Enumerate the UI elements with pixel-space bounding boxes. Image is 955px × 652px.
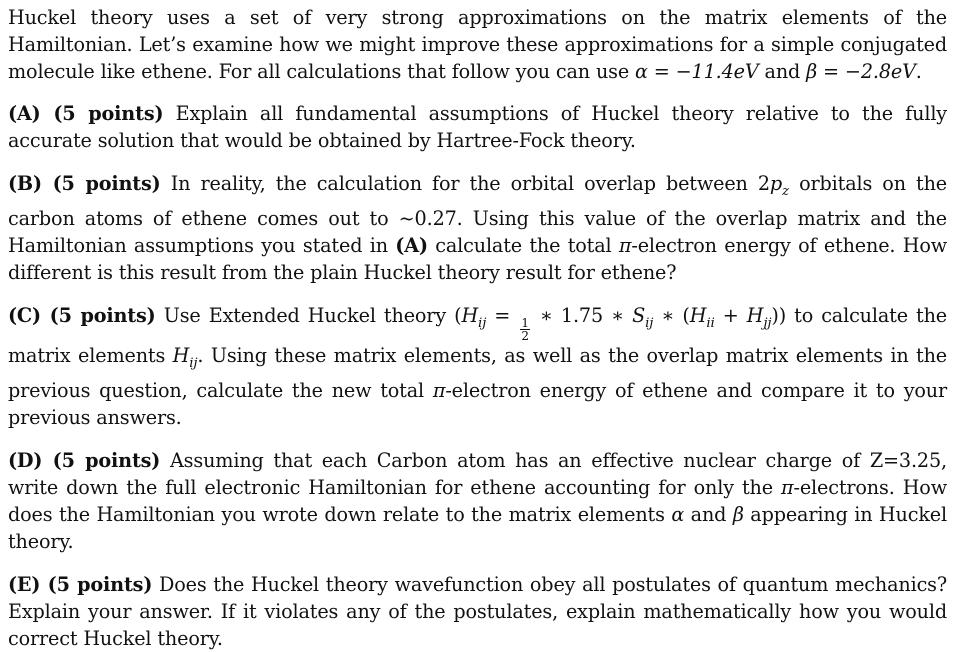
fraction-denominator: 2 [521,329,529,344]
question-b [8,170,947,286]
question-d-text-2: -electrons. How does the Hamiltonian you wrote down relate to the matrix elements [8,476,947,527]
pi-symbol: π [781,476,794,500]
question-d-and: and [684,503,733,527]
intro-paragraph [8,4,947,85]
question-c-text-4: )) to calculate the matrix elements [8,303,947,368]
question-e-text: Does the Huckel theory wavefunction obey all postulates of quantum mechanics? Explain your answer. If it violates any of the postulates, explain mathematically how you would correct Huckel theory. [8,573,947,651]
hij-symbol: H [172,344,190,368]
question-d-text-1: Assuming that each Carbon atom has an effective nuclear charge of Z=3.25, write down the full electronic Hamiltonian for ethene accounting for only the [8,449,947,500]
pi-symbol: π [618,233,632,257]
fraction-numerator: 1 [521,316,529,331]
intro-end: . [915,60,922,83]
s-symbol: S [632,303,646,327]
question-b-text-2: orbitals on the carbon atoms of ethene comes out to ∼0.27. Using this value of the overlap matrix and the Hamiltonian assumptions you stated in [8,172,947,257]
pz-subscript: z [782,183,789,199]
h-subscript: ij [478,315,487,331]
beta-value: β = −2.8eV [806,60,916,83]
question-b-ref: (A) [395,233,428,257]
question-b-text-4: -electron energy of ethene. How different is this result from the plain Huckel theory result for ethene? [8,233,947,284]
alpha-symbol: α [671,503,685,527]
equals-sign: = [486,303,519,327]
half-fraction [520,317,530,342]
hii-symbol: H [689,303,707,327]
beta-symbol: β [732,503,744,527]
question-c-label: (C) (5 points) [8,303,156,327]
question-b-label: (B) (5 points) [8,172,161,195]
pz-symbol: p [769,172,783,195]
question-b-text-3: calculate the total [427,233,619,257]
plus-sign: + [714,303,747,327]
question-d-text-3: appearing in Huckel theory. [8,503,947,554]
question-e [8,571,947,652]
pi-symbol: π [432,379,446,403]
hjj-subscript: jj [763,315,772,331]
question-c-text-3: ∗ ( [653,303,690,327]
alpha-value: α = −11.4eV [635,60,759,83]
hij-subscript: ij [189,356,198,372]
intro-and: and [758,60,807,83]
intro-text: Huckel theory uses a set of very strong approximations on the matrix elements of the Hamiltonian. Let’s examine how we might improve these approximations for a simple conjugated molecule like ethene. For all calculations that follow you can use [8,6,947,83]
question-a [8,100,947,154]
h-symbol: H [461,303,479,327]
question-d-label: (D) (5 points) [8,449,161,473]
question-c [8,302,947,431]
question-c-text-5: . Using these matrix elements, as well as the overlap matrix elements in the previous question, calculate the new total [8,344,947,403]
question-a-text: Explain all fundamental assumptions of Huckel theory relative to the fully accurate solution that would be obtained by Hartree-Fock theory. [8,102,947,152]
hjj-symbol: H [746,303,764,327]
hii-subscript: ii [706,315,715,331]
question-b-text-1: In reality, the calculation for the orbital overlap between 2 [160,172,770,195]
question-c-text-2: ∗ 1.75 ∗ [531,303,633,327]
question-d [8,447,947,555]
question-c-text-1: Use Extended Huckel theory ( [155,303,462,327]
question-c-text-6: -electron energy of ethene and compare it to your previous answers. [8,379,948,430]
s-subscript: ij [645,315,654,331]
question-a-label: (A) (5 points) [8,102,164,125]
question-e-label: (E) (5 points) [8,573,153,597]
